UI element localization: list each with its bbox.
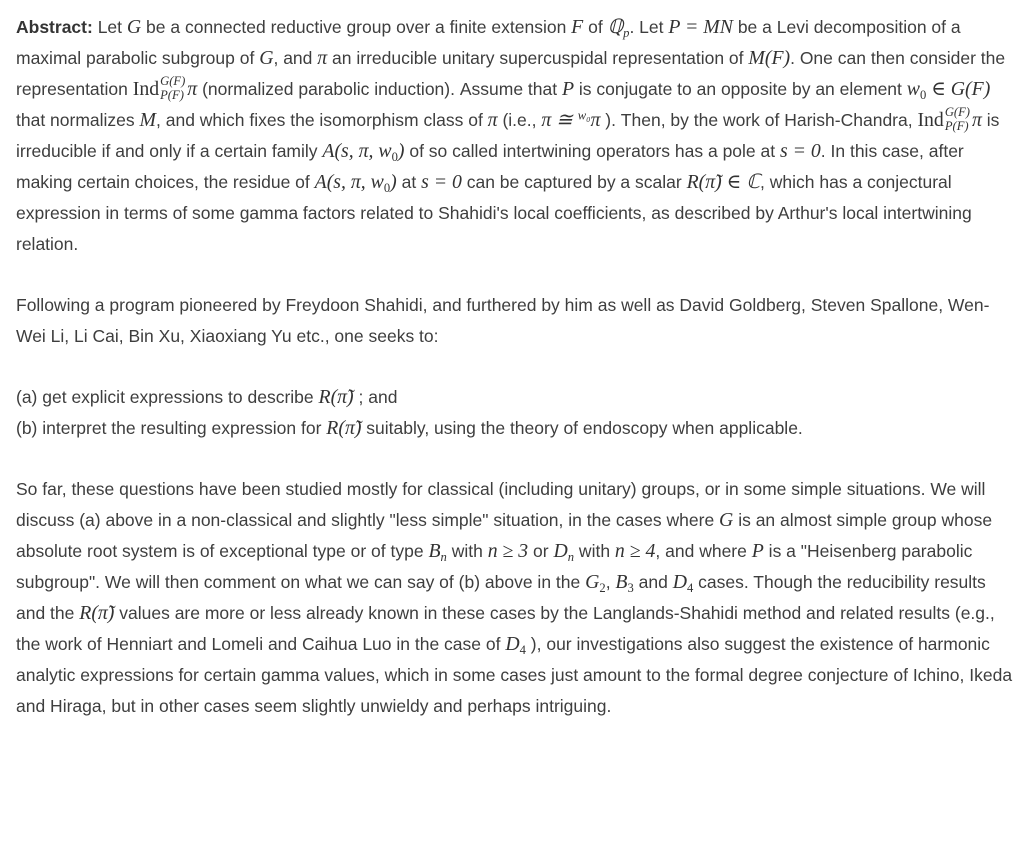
math-inline: Ind bbox=[917, 109, 944, 131]
math-inline: B bbox=[428, 540, 441, 562]
abstract-label: Abstract: bbox=[16, 17, 93, 37]
math-inline: G bbox=[585, 571, 600, 593]
math-inline: B bbox=[615, 571, 628, 593]
math-inline: ℚ bbox=[607, 16, 624, 38]
math-inline: G bbox=[259, 47, 274, 69]
math-inline: G bbox=[719, 509, 734, 531]
math-inline: R(π̃) ∈ ℂ bbox=[686, 171, 761, 193]
paragraph: (a) get explicit expressions to describe R(π̃) ; and (b) interpret the resulting expression for R(π̃) suitably, using the theory of endoscopy when applicable. bbox=[16, 386, 803, 439]
math-sub: 2 bbox=[599, 580, 606, 595]
math-inline: ) bbox=[390, 171, 397, 193]
math-inline: Ind bbox=[132, 78, 160, 100]
math-inline: s = 0 bbox=[779, 140, 821, 162]
math-sup: G(F) bbox=[160, 74, 186, 89]
math-sub: P(F) bbox=[944, 119, 969, 134]
math-supsub-stack bbox=[945, 105, 970, 133]
math-inline: A(s, π, w bbox=[322, 140, 392, 162]
math-inline: π bbox=[487, 109, 498, 131]
math-inline: R(π̃) bbox=[318, 386, 354, 408]
math-inline: D bbox=[505, 633, 520, 655]
paragraph: So far, these questions have been studied mostly for classical (including unitary) groups, or in some simple situations. We will discuss (a) above in a non-classical and slightly "less simple" situation, in the cases where G is an almost simple group whose absolute root system is of exceptional type or of type $B_n$ with n ≥ 3 or $D_n$ with n ≥ 4, and where P is a "Heisenberg parabolic subgroup". We will then comment on what we can say of (b) above in the $G_2$, $B_3$ and $D_4$ cases. Though the reducibility results and the R(π̃) values are more or less already known in these cases by the Langlands-Shahidi method and related results (e.g., the work of Henniart and Lomeli and Caihua Luo in the case of $D_4$ ), our investigations also suggest the existence of harmonic analytic expressions for certain gamma values, which in some cases just amount to the formal degree conjecture of Ichino, Ikeda and Hiraga, but in other cases seem slightly unwieldy and perhaps intriguing. bbox=[16, 479, 1013, 716]
math-inline: w bbox=[906, 78, 920, 100]
math-inline: π ≅ bbox=[541, 109, 578, 131]
math-inline: A(s, π, w bbox=[314, 171, 384, 193]
math-inline: P = MN bbox=[668, 16, 733, 38]
abstract-text bbox=[16, 12, 1016, 722]
math-sup: G(F) bbox=[944, 105, 971, 120]
math-inline: F bbox=[571, 16, 584, 38]
math-inline: R(π̃) bbox=[326, 417, 362, 439]
math-supsub-stack bbox=[160, 74, 185, 102]
math-sub: 4 bbox=[687, 580, 694, 595]
math-inline: P bbox=[751, 540, 764, 562]
math-inline: M bbox=[139, 109, 156, 131]
math-inline: n ≥ 4 bbox=[614, 540, 656, 562]
math-inline: π bbox=[187, 78, 198, 100]
math-sub: 4 bbox=[519, 642, 526, 657]
math-inline: D bbox=[672, 571, 688, 593]
paragraph: Abstract: Let G be a connected reductive group over a finite extension F of ℚ$_p$. Let P = MN be a Levi decomposition of a maximal parabolic subgroup of G, and π an irreducible unitary supercuspidal representation of M(F). One can then consider the representation Ind G(F) P(F) π (normalized parabolic induction). Assume that P is conjugate to an opposite by an element $w_0$ ∈ G(F) that normalizes M, and which fixes the isomorphism class of π (i.e., π ≅ $^{w_0}$π ). Then, by the work of Harish-Chandra, Ind G(F) P(F) π is irreducible if and only if a certain family A(s, π, $w_0$) of so called intertwining operators has a pole at s = 0. In this case, after making certain choices, the residue of A(s, π, $w_0$) at s = 0 can be captured by a scalar R(π̃) ∈ ℂ, which has a conjectural expression in terms of some gamma factors related to Shahidi's local coefficients, as described by Arthur's local intertwining relation. bbox=[16, 16, 1006, 254]
math-inline: G bbox=[126, 16, 142, 38]
math-sub: n bbox=[440, 549, 447, 564]
math-sub: 3 bbox=[627, 580, 634, 595]
math-inline: P bbox=[561, 78, 575, 100]
math-sub: 0 bbox=[383, 180, 391, 195]
math-inline: π bbox=[972, 109, 982, 131]
math-inline: s = 0 bbox=[421, 171, 462, 193]
math-sub: 0 bbox=[391, 149, 398, 164]
math-sub: p bbox=[623, 25, 630, 40]
math-inline: M(F) bbox=[748, 47, 791, 69]
math-sub: n bbox=[567, 549, 575, 564]
paragraph: Following a program pioneered by Freydoon Shahidi, and furthered by him as well as David Goldberg, Steven Spallone, Wen-Wei Li, Li Cai, Bin Xu, Xiaoxiang Yu etc., one seeks to: bbox=[16, 295, 990, 346]
math-inline: π bbox=[317, 47, 328, 69]
math-sub: P(F) bbox=[160, 88, 184, 103]
math-inline: D bbox=[553, 540, 568, 562]
math-sub: 0 bbox=[919, 87, 927, 102]
math-inline: ) bbox=[397, 140, 405, 162]
math-inline: R(π̃) bbox=[79, 602, 115, 624]
math-inline: ∈ G(F) bbox=[926, 78, 991, 100]
math-inline: π bbox=[590, 109, 601, 131]
math-inline: n ≥ 3 bbox=[487, 540, 529, 562]
math-sup: w₀ bbox=[577, 108, 591, 123]
